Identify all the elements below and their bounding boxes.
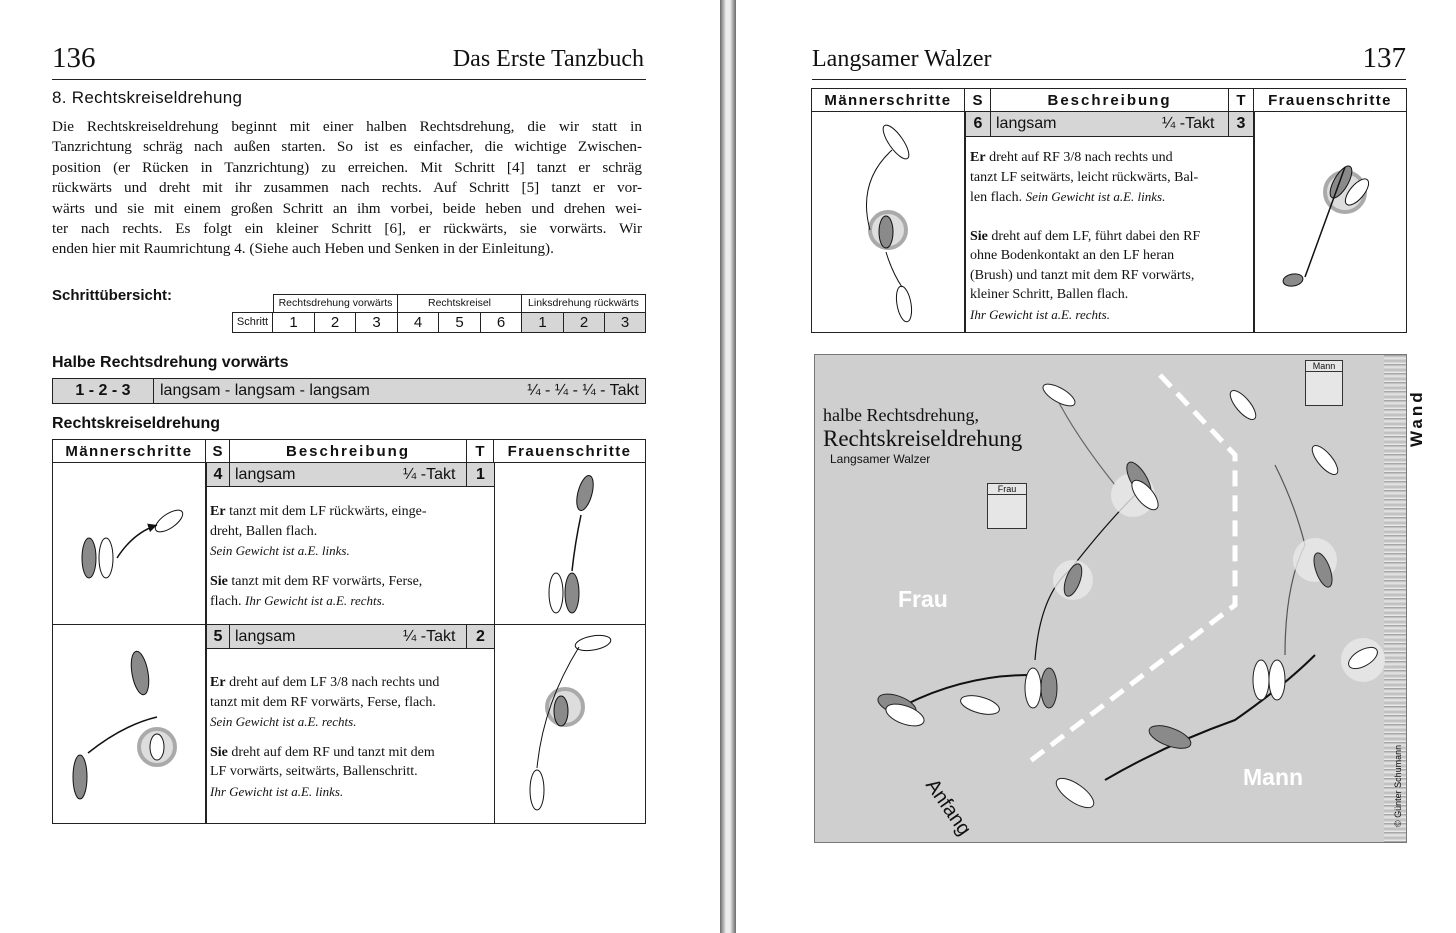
header-t: T (1229, 89, 1254, 112)
overview-step: 5 (439, 312, 481, 333)
frau-legend-label: Frau (988, 484, 1026, 495)
row1-takt: ¼ -Takt (403, 466, 456, 483)
header-women: Frauenschritte (1254, 89, 1406, 112)
overview-label: Schrittübersicht: (52, 287, 173, 304)
header-men: Männerschritte (812, 89, 965, 112)
running-title-left: Das Erste Tanzbuch (452, 46, 644, 72)
sie-text: dreht auf dem RF und tanzt mit dem (231, 744, 435, 760)
diagram-dance: Langsamer Walzer (830, 452, 931, 466)
header-rule-right (812, 79, 1406, 80)
section-heading: 8. Rechtskreiseldrehung (52, 88, 243, 107)
intro-line: Tanzrichtung schräg nach außen starten. So ist es einfacher, die wichtige Zwischen- (52, 138, 642, 156)
header-s: S (206, 440, 230, 463)
overview-step: 1 (273, 312, 315, 333)
overview-step: 4 (398, 312, 439, 333)
row2-description (210, 673, 490, 802)
women-steps-6-illustration (1255, 112, 1406, 332)
er-weight: Sein Gewicht ist a.E. links. (1025, 189, 1166, 204)
row1-step: 4 (207, 463, 230, 487)
right-page (736, 0, 1456, 933)
half-turn-heading: Halbe Rechtsdrehung vorwärts (52, 354, 289, 371)
women-steps-5-illustration (495, 625, 645, 823)
er-weight: Sein Gewicht ist a.E. links. (210, 543, 350, 558)
half-turn-takt: ¼ - ¼ - ¼ - Takt (527, 382, 639, 399)
table-heading: Rechtskreiseldrehung (52, 415, 221, 432)
header-rule-left (52, 79, 646, 80)
intro-line: Die Rechtskreiseldrehung beginnt mit einer halben Rechtsdrehung, die wir statt in (52, 118, 642, 135)
intro-line: ter nach rechts. Es folgt ein kleiner Schritt [6], er rückwärts, sie vorwärts. Wir (52, 220, 642, 238)
er-text: dreht auf dem LF 3/8 nach rechts und (229, 675, 440, 690)
men-steps-6-illustration (812, 112, 964, 332)
row2-step: 5 (207, 625, 230, 649)
diagram-title: Rechtskreiseldrehung (823, 426, 1023, 451)
frau-label: Frau (898, 586, 948, 612)
er-label: Er (970, 150, 986, 165)
er-line: dreht auf RF 3/8 nach rechts und (989, 150, 1173, 165)
intro-line: rückwärts und dreht mit ihr zusammen nach rechts. Auf Schritt [5] tanzt er vor- (52, 179, 642, 197)
mann-legend-label: Mann (1306, 361, 1342, 372)
overview-step: 1 (522, 312, 564, 333)
sie-weight: Ihr Gewicht ist a.E. links. (210, 783, 344, 799)
header-desc: Beschreibung (230, 440, 467, 463)
sie-weight: Ihr Gewicht ist a.E. rechts. (244, 593, 385, 608)
header-s: S (965, 89, 991, 112)
sie-line: ohne Bodenkontakt an den LF heran (970, 248, 1175, 263)
women-steps-4-illustration (495, 463, 645, 624)
mann-legend-box (1305, 360, 1343, 406)
er-line: tanzt LF seitwärts, leicht rückwärts, Bal- (970, 169, 1199, 185)
half-turn-bar (52, 378, 646, 404)
er-line: len flach. (970, 190, 1023, 205)
header-men: Männerschritte (53, 440, 206, 463)
copyright-label: © Günter Schumann (1393, 744, 1403, 827)
men-steps-5-illustration (53, 625, 205, 823)
header-desc: Beschreibung (991, 89, 1229, 112)
running-title-right: Langsamer Walzer (812, 46, 992, 72)
mann-label: Mann (1243, 764, 1304, 790)
header-t: T (467, 440, 494, 463)
floor-diagram (814, 354, 1426, 843)
sie-text-2: LF vorwärts, seitwärts, Ballenschritt. (210, 764, 418, 779)
er-text: tanzt mit dem LF rückwärts, einge- (229, 504, 427, 519)
intro-paragraph (52, 117, 642, 260)
wand-label: Wand (1407, 389, 1426, 447)
row2-count: 2 (467, 625, 494, 649)
overview-row-label: Schritt (232, 312, 273, 333)
overview-step: 6 (481, 312, 522, 333)
overview-group-1: Rechtsdrehung vorwärts (273, 294, 398, 312)
overview-group-2: Rechtskreisel (398, 294, 522, 312)
book-gutter (720, 0, 736, 933)
step-table-left (52, 439, 646, 824)
header-women: Frauenschritte (494, 440, 645, 463)
er-text-2: dreht, Ballen flach. (210, 523, 318, 539)
half-turn-timing: langsam - langsam - langsam (160, 382, 370, 399)
row-count: 3 (1229, 112, 1253, 137)
sie-text: tanzt mit dem RF vorwärts, Ferse, (231, 573, 423, 589)
row-tempo: langsam (991, 112, 1229, 137)
row1-tempo: langsam (230, 463, 467, 487)
row2-tempo: langsam (230, 625, 467, 649)
sie-label: Sie (210, 573, 228, 589)
row1-count: 1 (467, 463, 494, 487)
sie-line: (Brush) und tanzt mit dem RF vorwärts, (970, 267, 1195, 283)
row1-description (210, 502, 490, 612)
step-overview-table (232, 294, 646, 333)
intro-line: position (er Rücken in Tanzrichtung) zu erreichen. Mit Schritt [4] tanzt er schräg (52, 158, 642, 176)
row-step: 6 (966, 112, 991, 137)
men-steps-4-illustration (53, 463, 205, 624)
overview-step: 3 (605, 312, 646, 333)
overview-group-3: Linksdrehung rückwärts (522, 294, 646, 312)
page-number-right: 137 (1362, 42, 1406, 74)
intro-line: enden hier mit Raumrichtung 4. (Siehe auch Heben und Senken in der Einleitung). (52, 240, 554, 258)
er-text-2: tanzt mit dem RF vorwärts, Ferse, flach. (210, 694, 436, 710)
sie-text-2: flach. (210, 594, 242, 609)
diagram-subtitle: halbe Rechtsdrehung, (823, 405, 979, 425)
sie-line: dreht auf dem LF, führt dabei den RF (991, 228, 1201, 244)
row-takt: ¼ -Takt (1162, 115, 1215, 132)
row2-takt: ¼ -Takt (403, 628, 456, 645)
anfang-label: Anfang (920, 775, 976, 840)
overview-step: 2 (315, 312, 356, 333)
half-turn-steps: 1 - 2 - 3 (53, 379, 154, 403)
overview-step: 3 (356, 312, 398, 333)
overview-step: 2 (564, 312, 605, 333)
sie-label: Sie (210, 744, 228, 760)
sie-line: kleiner Schritt, Ballen flach. (970, 287, 1129, 302)
sie-weight: Ihr Gewicht ist a.E. rechts. (970, 306, 1110, 322)
sie-label: Sie (970, 228, 988, 244)
intro-line: wärts und sie mit einem großen Schritt an ihm vorbei, beide heben und drehen wei- (52, 199, 642, 217)
er-label: Er (210, 504, 226, 519)
er-label: Er (210, 675, 226, 690)
er-weight: Sein Gewicht ist a.E. rechts. (210, 714, 357, 729)
page-number-left: 136 (52, 42, 96, 74)
frau-legend-box (987, 483, 1027, 529)
left-page (0, 0, 720, 933)
step-table-right (811, 88, 1407, 333)
row-description (970, 148, 1248, 325)
col-sep-men (964, 112, 966, 332)
